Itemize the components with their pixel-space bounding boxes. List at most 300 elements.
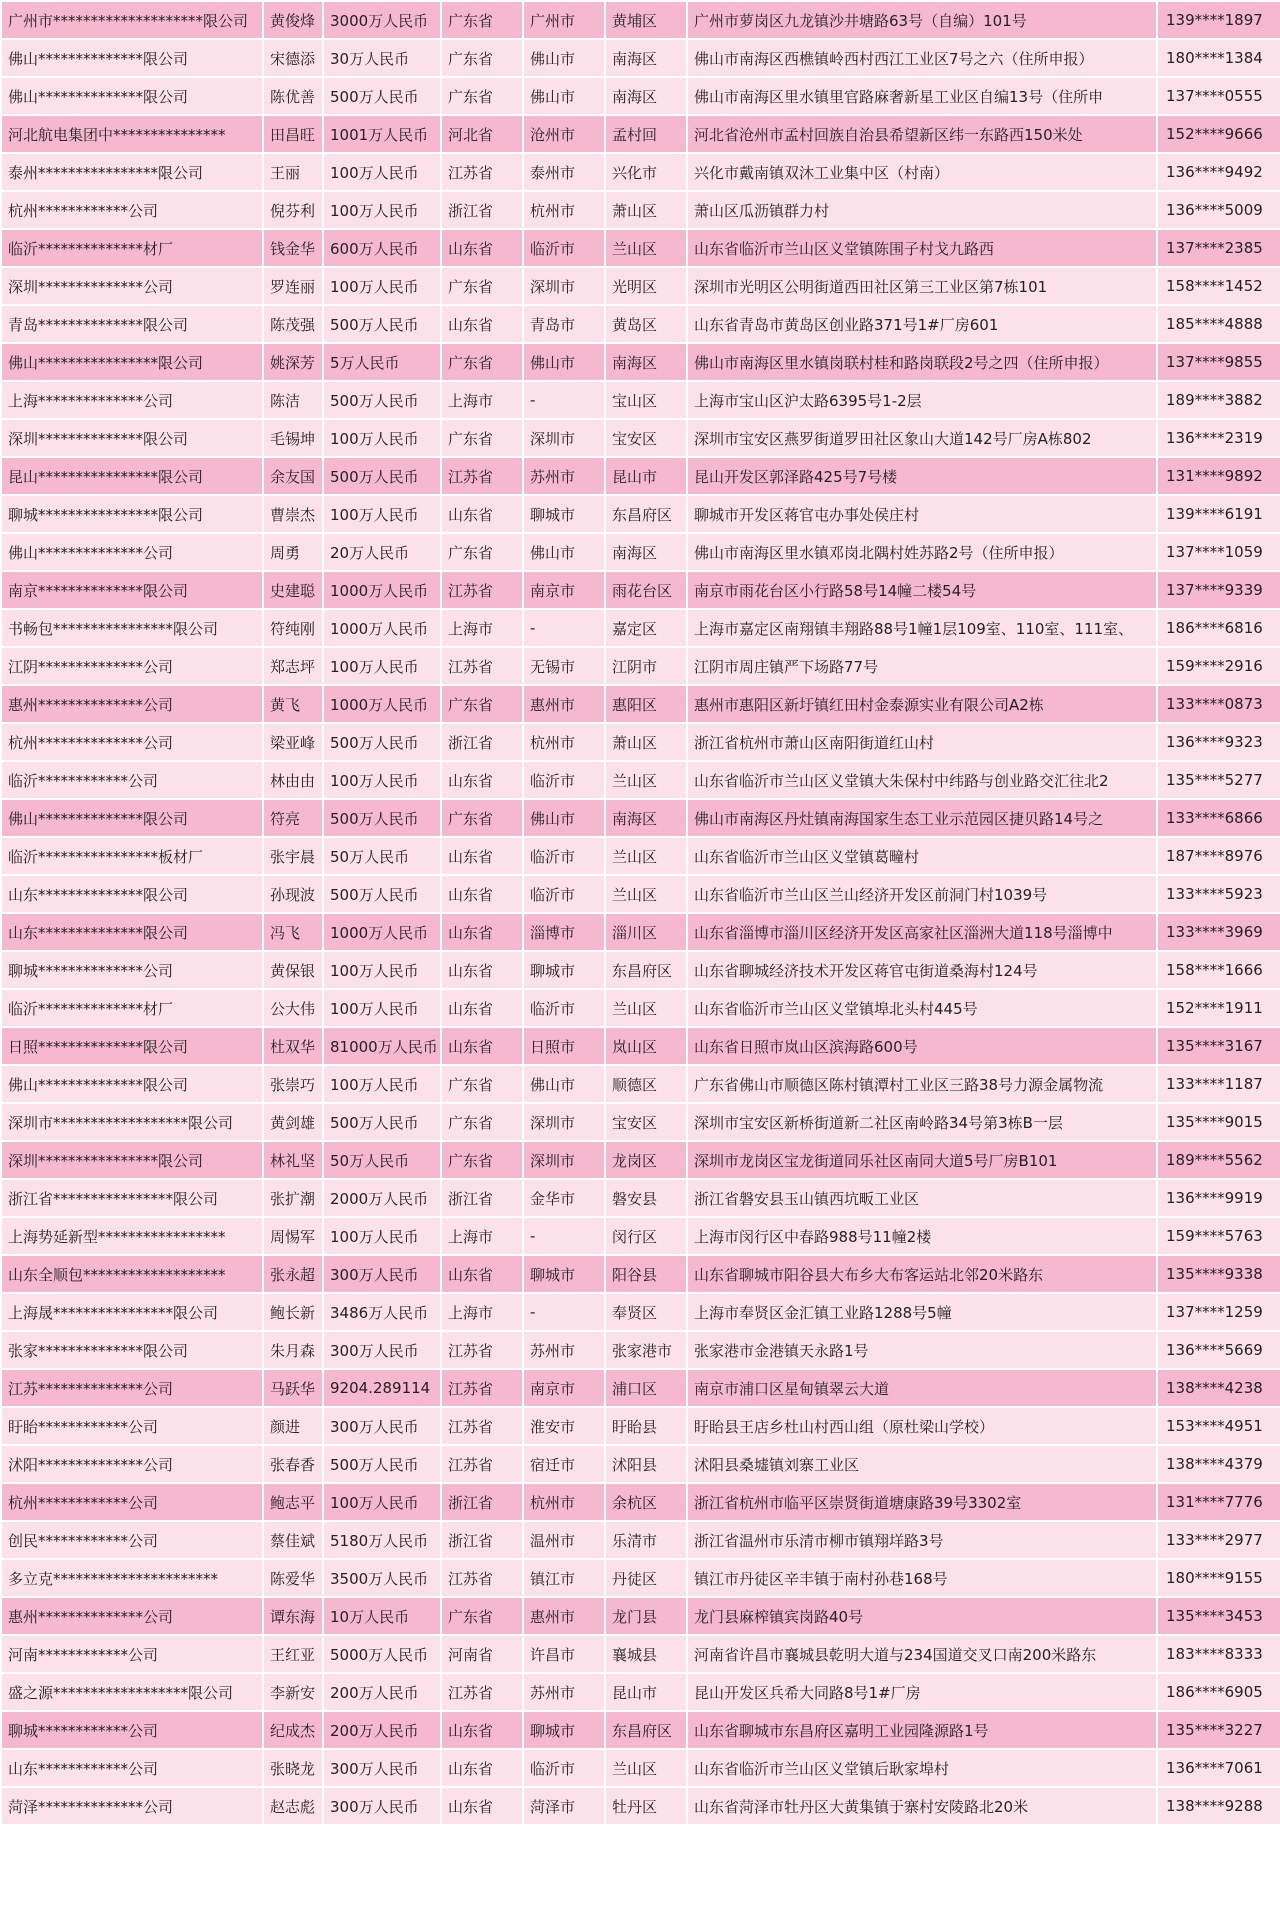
table-row (2, 1142, 1280, 1178)
registered-capital-cell: 500万人民币 (324, 78, 440, 114)
district-cell: 张家港市 (606, 1332, 686, 1368)
address-cell: 昆山开发区兵希大同路8号1#厂房 (688, 1674, 1156, 1710)
city-cell: 深圳市 (524, 420, 604, 456)
table-row (2, 1332, 1280, 1368)
province-cell: 上海市 (442, 382, 522, 418)
legal-representative-cell: 姚深芳 (264, 344, 322, 380)
district-cell: 闵行区 (606, 1218, 686, 1254)
district-cell: 东昌府区 (606, 1712, 686, 1748)
company-name-cell: 杭州************公司 (2, 192, 262, 228)
company-name-cell: 上海晟****************限公司 (2, 1294, 262, 1330)
phone-cell: 159****5763 (1158, 1218, 1280, 1254)
company-name-cell: 临沂****************板材厂 (2, 838, 262, 874)
legal-representative-cell: 符亮 (264, 800, 322, 836)
city-cell: 佛山市 (524, 1066, 604, 1102)
table-row (2, 78, 1280, 114)
registered-capital-cell: 500万人民币 (324, 306, 440, 342)
province-cell: 山东省 (442, 496, 522, 532)
phone-cell: 136****9323 (1158, 724, 1280, 760)
province-cell: 浙江省 (442, 1484, 522, 1520)
address-cell: 昆山开发区郭泽路425号7号楼 (688, 458, 1156, 494)
province-cell: 广东省 (442, 268, 522, 304)
registered-capital-cell: 500万人民币 (324, 1104, 440, 1140)
company-name-cell: 日照**************限公司 (2, 1028, 262, 1064)
table-row (2, 762, 1280, 798)
registered-capital-cell: 600万人民币 (324, 230, 440, 266)
table-row (2, 116, 1280, 152)
province-cell: 广东省 (442, 40, 522, 76)
address-cell: 广州市萝岗区九龙镇沙井塘路63号（自编）101号 (688, 2, 1156, 38)
district-cell: 兰山区 (606, 876, 686, 912)
company-name-cell: 惠州**************公司 (2, 1598, 262, 1634)
city-cell: 许昌市 (524, 1636, 604, 1672)
legal-representative-cell: 宋德添 (264, 40, 322, 76)
province-cell: 江苏省 (442, 648, 522, 684)
phone-cell: 133****1187 (1158, 1066, 1280, 1102)
legal-representative-cell: 颜进 (264, 1408, 322, 1444)
company-name-cell: 深圳市******************限公司 (2, 1104, 262, 1140)
address-cell: 佛山市南海区里水镇里官路麻奢新星工业区自编13号（住所申 (688, 78, 1156, 114)
phone-cell: 135****5277 (1158, 762, 1280, 798)
phone-cell: 133****2977 (1158, 1522, 1280, 1558)
district-cell: 光明区 (606, 268, 686, 304)
address-cell: 龙门县麻榨镇宾岗路40号 (688, 1598, 1156, 1634)
address-cell: 浙江省温州市乐清市柳市镇翔垟路3号 (688, 1522, 1156, 1558)
province-cell: 山东省 (442, 990, 522, 1026)
registered-capital-cell: 100万人民币 (324, 1066, 440, 1102)
legal-representative-cell: 王丽 (264, 154, 322, 190)
city-cell: - (524, 610, 604, 646)
table-row (2, 1180, 1280, 1216)
district-cell: 昆山市 (606, 1674, 686, 1710)
table-row (2, 1522, 1280, 1558)
district-cell: 宝安区 (606, 1104, 686, 1140)
city-cell: 温州市 (524, 1522, 604, 1558)
district-cell: 宝山区 (606, 382, 686, 418)
phone-cell: 180****9155 (1158, 1560, 1280, 1596)
address-cell: 上海市闵行区中春路988号11幢2楼 (688, 1218, 1156, 1254)
phone-cell: 186****6816 (1158, 610, 1280, 646)
registered-capital-cell: 100万人民币 (324, 990, 440, 1026)
company-name-cell: 青岛**************限公司 (2, 306, 262, 342)
legal-representative-cell: 张宇晨 (264, 838, 322, 874)
district-cell: 阳谷县 (606, 1256, 686, 1292)
city-cell: 聊城市 (524, 952, 604, 988)
address-cell: 浙江省杭州市萧山区南阳街道红山村 (688, 724, 1156, 760)
city-cell: 苏州市 (524, 1332, 604, 1368)
legal-representative-cell: 钱金华 (264, 230, 322, 266)
registered-capital-cell: 300万人民币 (324, 1256, 440, 1292)
company-name-cell: 佛山**************限公司 (2, 40, 262, 76)
city-cell: 临沂市 (524, 838, 604, 874)
phone-cell: 133****0873 (1158, 686, 1280, 722)
province-cell: 山东省 (442, 952, 522, 988)
city-cell: 青岛市 (524, 306, 604, 342)
legal-representative-cell: 陈优善 (264, 78, 322, 114)
district-cell: 乐清市 (606, 1522, 686, 1558)
phone-cell: 138****4379 (1158, 1446, 1280, 1482)
company-name-cell: 佛山**************限公司 (2, 800, 262, 836)
city-cell: 镇江市 (524, 1560, 604, 1596)
district-cell: 龙门县 (606, 1598, 686, 1634)
registered-capital-cell: 30万人民币 (324, 40, 440, 76)
district-cell: 南海区 (606, 534, 686, 570)
phone-cell: 153****4951 (1158, 1408, 1280, 1444)
company-name-cell: 聊城************公司 (2, 1712, 262, 1748)
registered-capital-cell: 300万人民币 (324, 1408, 440, 1444)
legal-representative-cell: 张春香 (264, 1446, 322, 1482)
province-cell: 广东省 (442, 2, 522, 38)
address-cell: 山东省临沂市兰山区义堂镇大朱保村中纬路与创业路交汇往北2 (688, 762, 1156, 798)
legal-representative-cell: 黄飞 (264, 686, 322, 722)
city-cell: 临沂市 (524, 990, 604, 1026)
table-row (2, 2, 1280, 38)
registered-capital-cell: 100万人民币 (324, 154, 440, 190)
district-cell: 浦口区 (606, 1370, 686, 1406)
legal-representative-cell: 林由由 (264, 762, 322, 798)
province-cell: 山东省 (442, 838, 522, 874)
company-name-cell: 广州市********************限公司 (2, 2, 262, 38)
table-row (2, 1408, 1280, 1444)
city-cell: 沧州市 (524, 116, 604, 152)
registered-capital-cell: 1001万人民币 (324, 116, 440, 152)
phone-cell: 152****9666 (1158, 116, 1280, 152)
table-row (2, 268, 1280, 304)
province-cell: 浙江省 (442, 1180, 522, 1216)
table-row (2, 1294, 1280, 1330)
phone-cell: 137****1259 (1158, 1294, 1280, 1330)
phone-cell: 136****7061 (1158, 1750, 1280, 1786)
district-cell: 嘉定区 (606, 610, 686, 646)
phone-cell: 136****2319 (1158, 420, 1280, 456)
phone-cell: 133****6866 (1158, 800, 1280, 836)
city-cell: 菏泽市 (524, 1788, 604, 1824)
table-row (2, 1636, 1280, 1672)
district-cell: 南海区 (606, 40, 686, 76)
phone-cell: 152****1911 (1158, 990, 1280, 1026)
legal-representative-cell: 罗连丽 (264, 268, 322, 304)
province-cell: 上海市 (442, 1218, 522, 1254)
registered-capital-cell: 20万人民币 (324, 534, 440, 570)
registered-capital-cell: 100万人民币 (324, 762, 440, 798)
province-cell: 江苏省 (442, 1674, 522, 1710)
company-name-cell: 菏泽**************公司 (2, 1788, 262, 1824)
city-cell: 宿迁市 (524, 1446, 604, 1482)
company-name-cell: 临沂**************材厂 (2, 230, 262, 266)
city-cell: - (524, 1294, 604, 1330)
registered-capital-cell: 3500万人民币 (324, 1560, 440, 1596)
city-cell: 南京市 (524, 572, 604, 608)
address-cell: 聊城市开发区蒋官屯办事处侯庄村 (688, 496, 1156, 532)
legal-representative-cell: 符纯刚 (264, 610, 322, 646)
address-cell: 张家港市金港镇天永路1号 (688, 1332, 1156, 1368)
province-cell: 山东省 (442, 230, 522, 266)
address-cell: 河北省沧州市孟村回族自治县希望新区纬一东路西150米处 (688, 116, 1156, 152)
table-row (2, 1598, 1280, 1634)
address-cell: 镇江市丹徒区辛丰镇于南村孙巷168号 (688, 1560, 1156, 1596)
registered-capital-cell: 9204.289114 (324, 1370, 440, 1406)
company-name-cell: 临沂**************材厂 (2, 990, 262, 1026)
city-cell: 惠州市 (524, 686, 604, 722)
company-name-cell: 山东**************限公司 (2, 914, 262, 950)
company-name-cell: 上海**************公司 (2, 382, 262, 418)
address-cell: 浙江省杭州市临平区崇贤街道塘康路39号3302室 (688, 1484, 1156, 1520)
registered-capital-cell: 5000万人民币 (324, 1636, 440, 1672)
table-row (2, 420, 1280, 456)
district-cell: 淄川区 (606, 914, 686, 950)
phone-cell: 139****1897 (1158, 2, 1280, 38)
address-cell: 山东省菏泽市牡丹区大黄集镇于寨村安陵路北20米 (688, 1788, 1156, 1824)
province-cell: 江苏省 (442, 1370, 522, 1406)
company-name-cell: 江苏**************公司 (2, 1370, 262, 1406)
district-cell: 南海区 (606, 78, 686, 114)
address-cell: 山东省临沂市兰山区义堂镇后耿家埠村 (688, 1750, 1156, 1786)
company-name-cell: 江阴**************公司 (2, 648, 262, 684)
phone-cell: 137****0555 (1158, 78, 1280, 114)
phone-cell: 180****1384 (1158, 40, 1280, 76)
address-cell: 山东省临沂市兰山区义堂镇埠北头村445号 (688, 990, 1156, 1026)
city-cell: 淄博市 (524, 914, 604, 950)
legal-representative-cell: 林礼坚 (264, 1142, 322, 1178)
company-name-cell: 昆山****************限公司 (2, 458, 262, 494)
phone-cell: 138****4238 (1158, 1370, 1280, 1406)
registered-capital-cell: 500万人民币 (324, 1446, 440, 1482)
registered-capital-cell: 100万人民币 (324, 1484, 440, 1520)
district-cell: 南海区 (606, 344, 686, 380)
legal-representative-cell: 毛锡坤 (264, 420, 322, 456)
phone-cell: 135****9015 (1158, 1104, 1280, 1140)
table-row (2, 1712, 1280, 1748)
table-row (2, 952, 1280, 988)
phone-cell: 131****7776 (1158, 1484, 1280, 1520)
legal-representative-cell: 鲍志平 (264, 1484, 322, 1520)
phone-cell: 135****9338 (1158, 1256, 1280, 1292)
district-cell: 雨花台区 (606, 572, 686, 608)
phone-cell: 135****3453 (1158, 1598, 1280, 1634)
address-cell: 上海市奉贤区金汇镇工业路1288号5幢 (688, 1294, 1156, 1330)
address-cell: 南京市雨花台区小行路58号14幢二楼54号 (688, 572, 1156, 608)
legal-representative-cell: 张永超 (264, 1256, 322, 1292)
registered-capital-cell: 100万人民币 (324, 420, 440, 456)
city-cell: 佛山市 (524, 78, 604, 114)
district-cell: 孟村回 (606, 116, 686, 152)
legal-representative-cell: 张晓龙 (264, 1750, 322, 1786)
table-row (2, 1256, 1280, 1292)
district-cell: 沭阳县 (606, 1446, 686, 1482)
company-name-cell: 深圳**************限公司 (2, 420, 262, 456)
registered-capital-cell: 500万人民币 (324, 724, 440, 760)
address-cell: 浙江省磐安县玉山镇西坑畈工业区 (688, 1180, 1156, 1216)
address-cell: 南京市浦口区星甸镇翠云大道 (688, 1370, 1156, 1406)
registered-capital-cell: 100万人民币 (324, 268, 440, 304)
legal-representative-cell: 余友国 (264, 458, 322, 494)
province-cell: 山东省 (442, 1750, 522, 1786)
city-cell: 苏州市 (524, 458, 604, 494)
legal-representative-cell: 陈茂强 (264, 306, 322, 342)
province-cell: 山东省 (442, 876, 522, 912)
phone-cell: 183****8333 (1158, 1636, 1280, 1672)
company-name-cell: 佛山**************公司 (2, 534, 262, 570)
district-cell: 萧山区 (606, 724, 686, 760)
table-row (2, 724, 1280, 760)
city-cell: 南京市 (524, 1370, 604, 1406)
phone-cell: 137****9339 (1158, 572, 1280, 608)
city-cell: 杭州市 (524, 1484, 604, 1520)
company-name-cell: 深圳**************公司 (2, 268, 262, 304)
address-cell: 佛山市南海区里水镇邓岗北隅村姓苏路2号（住所申报） (688, 534, 1156, 570)
city-cell: 佛山市 (524, 800, 604, 836)
phone-cell: 137****1059 (1158, 534, 1280, 570)
registered-capital-cell: 1000万人民币 (324, 572, 440, 608)
registered-capital-cell: 100万人民币 (324, 496, 440, 532)
district-cell: 兴化市 (606, 154, 686, 190)
address-cell: 山东省青岛市黄岛区创业路371号1#厂房601 (688, 306, 1156, 342)
table-row (2, 1028, 1280, 1064)
city-cell: 深圳市 (524, 1142, 604, 1178)
company-name-cell: 惠州**************公司 (2, 686, 262, 722)
province-cell: 江苏省 (442, 458, 522, 494)
district-cell: 兰山区 (606, 1750, 686, 1786)
registered-capital-cell: 100万人民币 (324, 1218, 440, 1254)
registered-capital-cell: 300万人民币 (324, 1332, 440, 1368)
registered-capital-cell: 3000万人民币 (324, 2, 440, 38)
registered-capital-cell: 2000万人民币 (324, 1180, 440, 1216)
company-name-cell: 河北航电集团中*************** (2, 116, 262, 152)
registered-capital-cell: 1000万人民币 (324, 686, 440, 722)
city-cell: - (524, 382, 604, 418)
address-cell: 深圳市龙岗区宝龙街道同乐社区南同大道5号厂房B101 (688, 1142, 1156, 1178)
province-cell: 江苏省 (442, 154, 522, 190)
table-row (2, 382, 1280, 418)
province-cell: 广东省 (442, 1066, 522, 1102)
province-cell: 浙江省 (442, 724, 522, 760)
table-row (2, 1788, 1280, 1824)
province-cell: 广东省 (442, 1104, 522, 1140)
city-cell: 聊城市 (524, 1712, 604, 1748)
legal-representative-cell: 张崇巧 (264, 1066, 322, 1102)
phone-cell: 189****5562 (1158, 1142, 1280, 1178)
phone-cell: 187****8976 (1158, 838, 1280, 874)
district-cell: 余杭区 (606, 1484, 686, 1520)
district-cell: 奉贤区 (606, 1294, 686, 1330)
company-name-cell: 杭州************公司 (2, 1484, 262, 1520)
company-name-cell: 河南************公司 (2, 1636, 262, 1672)
legal-representative-cell: 周惕军 (264, 1218, 322, 1254)
city-cell: 日照市 (524, 1028, 604, 1064)
table-row (2, 534, 1280, 570)
registered-capital-cell: 200万人民币 (324, 1674, 440, 1710)
address-cell: 江阴市周庄镇严下场路77号 (688, 648, 1156, 684)
province-cell: 山东省 (442, 1788, 522, 1824)
city-cell: 深圳市 (524, 1104, 604, 1140)
district-cell: 襄城县 (606, 1636, 686, 1672)
province-cell: 江苏省 (442, 1332, 522, 1368)
district-cell: 宝安区 (606, 420, 686, 456)
address-cell: 河南省许昌市襄城县乾明大道与234国道交叉口南200米路东 (688, 1636, 1156, 1672)
city-cell: 聊城市 (524, 1256, 604, 1292)
company-name-cell: 临沂************公司 (2, 762, 262, 798)
district-cell: 黄埔区 (606, 2, 686, 38)
table-row (2, 1750, 1280, 1786)
province-cell: 江苏省 (442, 572, 522, 608)
registered-capital-cell: 5万人民币 (324, 344, 440, 380)
table-row (2, 1218, 1280, 1254)
district-cell: 兰山区 (606, 838, 686, 874)
table-row (2, 496, 1280, 532)
legal-representative-cell: 孙现波 (264, 876, 322, 912)
district-cell: 牡丹区 (606, 1788, 686, 1824)
province-cell: 广东省 (442, 686, 522, 722)
city-cell: 临沂市 (524, 876, 604, 912)
table-row (2, 1104, 1280, 1140)
district-cell: 东昌府区 (606, 496, 686, 532)
table-row (2, 1560, 1280, 1596)
province-cell: 广东省 (442, 1142, 522, 1178)
city-cell: 金华市 (524, 1180, 604, 1216)
province-cell: 山东省 (442, 762, 522, 798)
table-row (2, 40, 1280, 76)
registered-capital-cell: 200万人民币 (324, 1712, 440, 1748)
legal-representative-cell: 周勇 (264, 534, 322, 570)
phone-cell: 138****9288 (1158, 1788, 1280, 1824)
legal-representative-cell: 曹崇杰 (264, 496, 322, 532)
legal-representative-cell: 梁亚峰 (264, 724, 322, 760)
phone-cell: 159****2916 (1158, 648, 1280, 684)
city-cell: 聊城市 (524, 496, 604, 532)
city-cell: 佛山市 (524, 534, 604, 570)
province-cell: 广东省 (442, 420, 522, 456)
company-name-cell: 书畅包****************限公司 (2, 610, 262, 646)
district-cell: 南海区 (606, 800, 686, 836)
registered-capital-cell: 500万人民币 (324, 800, 440, 836)
legal-representative-cell: 马跃华 (264, 1370, 322, 1406)
province-cell: 江苏省 (442, 1408, 522, 1444)
city-cell: 苏州市 (524, 1674, 604, 1710)
table-row (2, 230, 1280, 266)
phone-cell: 139****6191 (1158, 496, 1280, 532)
district-cell: 兰山区 (606, 990, 686, 1026)
legal-representative-cell: 史建聪 (264, 572, 322, 608)
address-cell: 深圳市宝安区燕罗街道罗田社区象山大道142号厂房A栋802 (688, 420, 1156, 456)
legal-representative-cell: 倪芬利 (264, 192, 322, 228)
phone-cell: 158****1666 (1158, 952, 1280, 988)
table-row (2, 1066, 1280, 1102)
province-cell: 山东省 (442, 1256, 522, 1292)
address-cell: 深圳市宝安区新桥街道新二社区南岭路34号第3栋B一层 (688, 1104, 1156, 1140)
table-row (2, 154, 1280, 190)
company-name-cell: 聊城**************公司 (2, 952, 262, 988)
phone-cell: 135****3167 (1158, 1028, 1280, 1064)
city-cell: - (524, 1218, 604, 1254)
phone-cell: 133****5923 (1158, 876, 1280, 912)
province-cell: 山东省 (442, 1028, 522, 1064)
district-cell: 顺德区 (606, 1066, 686, 1102)
company-name-cell: 沭阳**************公司 (2, 1446, 262, 1482)
address-cell: 山东省日照市岚山区滨海路600号 (688, 1028, 1156, 1064)
district-cell: 东昌府区 (606, 952, 686, 988)
city-cell: 临沂市 (524, 1750, 604, 1786)
registered-capital-cell: 1000万人民币 (324, 610, 440, 646)
registered-capital-cell: 500万人民币 (324, 382, 440, 418)
phone-cell: 186****6905 (1158, 1674, 1280, 1710)
table-row (2, 686, 1280, 722)
address-cell: 盱眙县王店乡杜山村西山组（原杜梁山学校） (688, 1408, 1156, 1444)
address-cell: 上海市嘉定区南翔镇丰翔路88号1幢1层109室、110室、111室、 (688, 610, 1156, 646)
legal-representative-cell: 赵志彪 (264, 1788, 322, 1824)
address-cell: 佛山市南海区里水镇岗联村桂和路岗联段2号之四（住所申报） (688, 344, 1156, 380)
legal-representative-cell: 王红亚 (264, 1636, 322, 1672)
legal-representative-cell: 公大伟 (264, 990, 322, 1026)
